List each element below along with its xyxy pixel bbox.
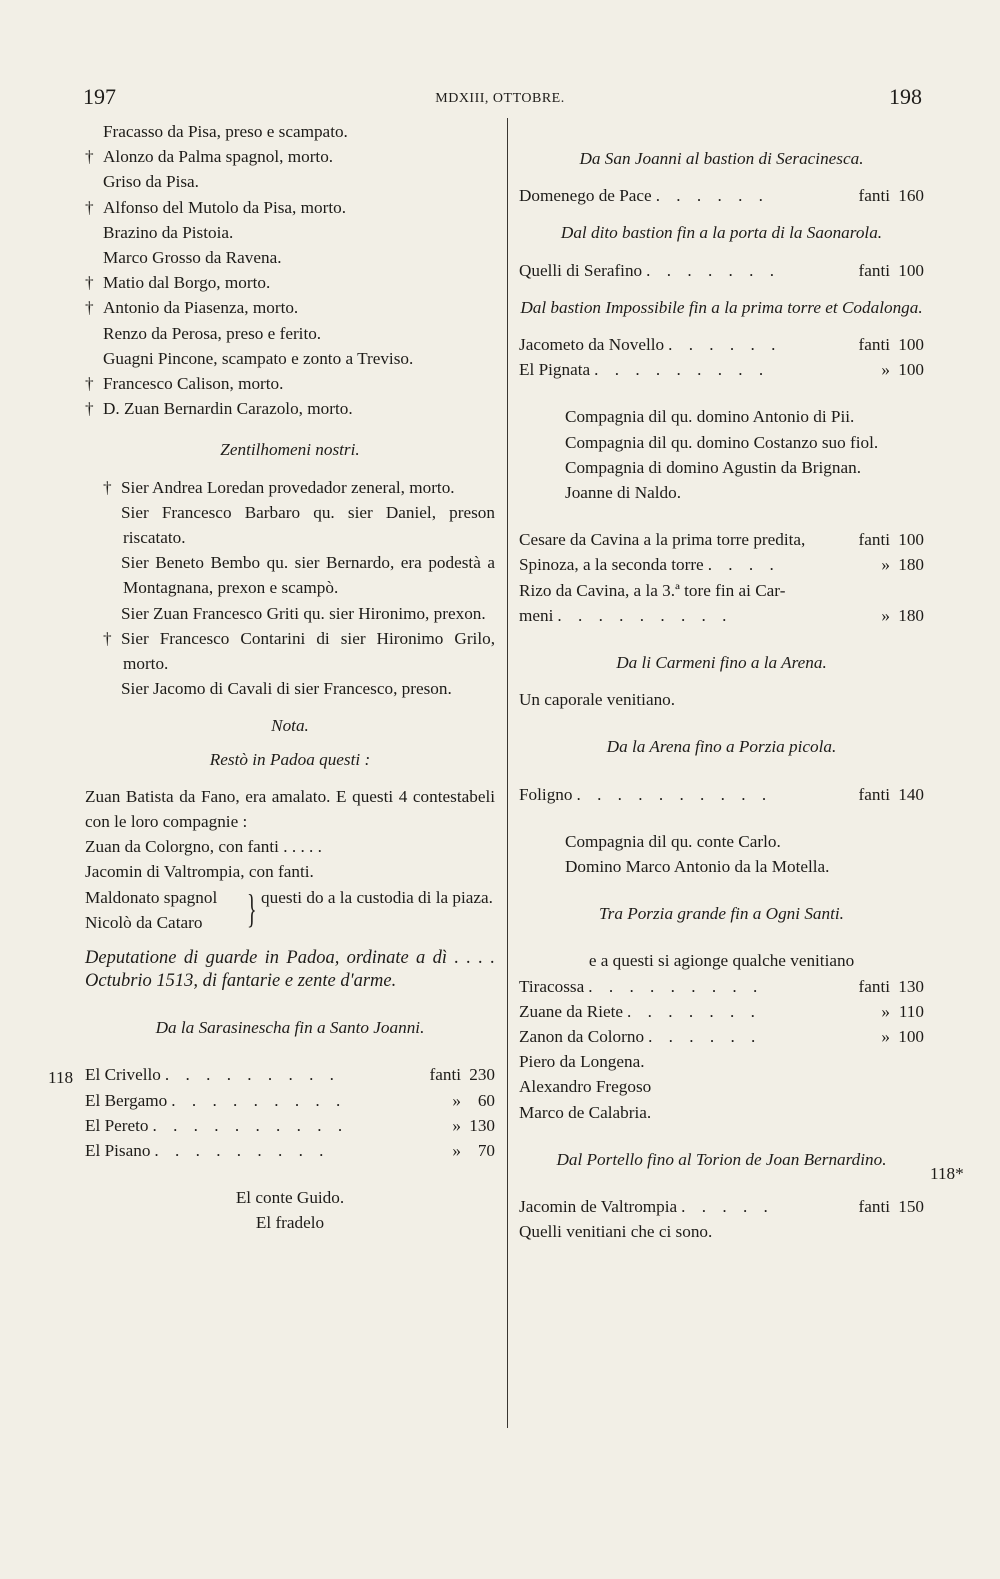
dagger-mark: † (103, 477, 112, 497)
dagger-mark: † (85, 197, 94, 217)
entry-text: Sier Zuan Francesco Griti qu. sier Hironimo, prexon. (121, 603, 486, 623)
nota-heading: Nota. (271, 716, 309, 736)
casualty-list (85, 119, 495, 421)
entry-list (519, 332, 924, 382)
section-heading: Dal dito bastion fin a la porta di la Saonarola. (560, 223, 883, 243)
resto-line: Zuan da Colorgno, con fanti . . . . . (85, 837, 322, 857)
deputatione-title: Deputatione di guarde in Padoa, ordinate a dì . . . . Octubrio 1513, di fantarie e zente d'arme. (85, 948, 495, 992)
resto-line: Jacomin di Valtrompia, con fanti. (85, 862, 314, 882)
brace-text: questi do a la custodia di la piaza. (261, 887, 493, 907)
roster-entry (519, 603, 924, 628)
roster-entry (519, 782, 924, 807)
entry-text: Sier Jacomo di Cavali di sier Francesco, preson. (121, 679, 452, 699)
roster-entry (519, 999, 924, 1024)
entry-dots: . . . . . . . . . (588, 976, 764, 996)
entry-text: Francesco Calison, morto. (103, 374, 284, 394)
entry-count: 180 (898, 555, 924, 575)
roster-entry (85, 1113, 495, 1138)
entry-list (519, 974, 924, 1050)
right-column (519, 119, 924, 1245)
entry-dots: . . . . . . (648, 1027, 762, 1047)
brace-group (85, 885, 495, 935)
entry-text: Griso da Pisa. (103, 172, 199, 192)
entry-unit: fanti (858, 784, 890, 804)
entry-unit: fanti (858, 335, 890, 355)
entry-list (519, 258, 924, 283)
entry-unit: » (881, 1027, 890, 1047)
brace-name: Nicolò da Cataro (85, 912, 203, 932)
entry-count: 110 (898, 1001, 924, 1021)
right-page-number: 198 (889, 84, 922, 109)
entry-dots: . . . . . . . . . . (152, 1115, 349, 1135)
entry-text: Renzo da Perosa, preso e ferito. (103, 323, 322, 343)
list-entry (85, 220, 495, 245)
list-entry (85, 245, 495, 270)
entry-count: 100 (898, 1027, 924, 1047)
left-page-number: 197 (83, 84, 116, 109)
left-margin-number: 118 (48, 1068, 74, 1087)
roster-entry (519, 258, 924, 283)
entry-text: Brazino da Pistoia. (103, 222, 234, 242)
entry-unit: fanti (858, 530, 890, 550)
compagnia-line: Domino Marco Antonio da la Motella. (565, 857, 830, 877)
entry-unit: » (881, 605, 890, 625)
entry-text: Sier Francesco Contarini di sier Hironimo Grilo, morto. (121, 628, 495, 674)
column-divider (507, 118, 508, 1428)
entry-name: Domenego de Pace (519, 186, 652, 206)
resto-heading: Restò in Padoa questi : (209, 749, 371, 769)
brace-names (85, 885, 243, 935)
dagger-mark: † (85, 298, 94, 318)
entry-unit: » (881, 1001, 890, 1021)
entry-dots: . . . . . . . . . (594, 360, 770, 380)
entry-count: 180 (898, 605, 924, 625)
name-line: Alexandro Fregoso (519, 1077, 652, 1097)
entry-dots: . . . . . . . (646, 260, 781, 280)
tail-line: El conte Guido. (235, 1188, 345, 1208)
entry-count: 130 (898, 976, 924, 996)
entry-list (519, 527, 924, 577)
text-line: e a questi si agionge qualche venitiano (588, 951, 855, 971)
name-line: Marco de Calabria. (519, 1102, 652, 1122)
entry-dots: . . . . (707, 555, 780, 575)
list-entry (85, 550, 495, 600)
compagnie-list (519, 829, 924, 879)
roster-entry (519, 552, 924, 577)
entry-unit: » (452, 1140, 461, 1160)
entry-name: El Pereto (85, 1115, 149, 1135)
entry-list (519, 1194, 924, 1219)
list-entry (85, 626, 495, 676)
resto-paragraph: Zuan Batista da Fano, era amalato. E questi 4 contestabeli con le loro compagnie : (85, 786, 495, 832)
roster-entry (85, 1062, 495, 1087)
entry-count: 70 (477, 1140, 495, 1160)
resto-text (85, 784, 495, 834)
entry-name: Jacometo da Novello (519, 335, 665, 355)
entry-text: Guagni Pincone, scampato e zonto a Treviso. (103, 348, 414, 368)
entry-text: Alfonso del Mutolo da Pisa, morto. (103, 197, 347, 217)
dagger-mark: † (85, 374, 94, 394)
list-entry (85, 119, 495, 144)
section-heading: Da la Arena fino a Porzia picola. (606, 737, 837, 757)
entry-unit: » (881, 360, 890, 380)
entry-unit: » (881, 555, 890, 575)
roster-entry (519, 357, 924, 382)
zentil-list (85, 475, 495, 702)
entry-list (519, 183, 924, 208)
zentil-heading: Zentilhomeni nostri. (220, 440, 360, 460)
roster-entry (519, 1024, 924, 1049)
compagnia-line: Compagnia dil qu. domino Costanzo suo fiol. (565, 432, 879, 452)
list-entry (85, 195, 495, 220)
names-list (519, 1049, 924, 1125)
brace-symbol: } (247, 885, 257, 931)
entry-text: Fracasso da Pisa, preso e scampato. (103, 122, 348, 141)
entry-dots: . . . . . . . . . (154, 1140, 330, 1160)
right-margin-number: 118* (930, 1164, 964, 1183)
entry-count: 160 (898, 186, 924, 206)
entry-unit: fanti (858, 260, 890, 280)
entry-name: El Crivello (85, 1065, 161, 1085)
list-entry (85, 169, 495, 194)
entry-name: Quelli di Serafino (519, 260, 643, 280)
entry-count: 150 (898, 1197, 924, 1217)
compagnia-line: Compagnia di domino Agustin da Brignan. (565, 457, 861, 477)
compagnia-line: Compagnia dil qu. conte Carlo. (565, 831, 781, 851)
list-entry (85, 676, 495, 701)
entry-dots: . . . . . . . . . (557, 605, 733, 625)
entry-name: Tiracossa (519, 976, 585, 996)
roster-entry (519, 1194, 924, 1219)
entry-count: 100 (898, 530, 924, 550)
entry-name: El Pisano (85, 1140, 151, 1160)
entry-count: 130 (469, 1115, 495, 1135)
entry-name: Zuane da Riete (519, 1001, 624, 1021)
list-entry (85, 500, 495, 550)
compagnia-line: Compagnia dil qu. domino Antonio di Pii. (565, 407, 855, 427)
list-entry (85, 475, 495, 500)
roster-entry (519, 183, 924, 208)
tail-line: El fradelo (255, 1213, 325, 1233)
section-heading: Dal Portello fino al Torion de Joan Bernardino. (556, 1149, 887, 1169)
rizo-line: Rizo da Cavina, a la 3.ª tore fin ai Car- (519, 580, 786, 600)
entry-text: Sier Francesco Barbaro qu. sier Daniel, preson riscatato. (121, 502, 495, 548)
entry-name: Spinoza, a la seconda torre (519, 555, 704, 575)
list-entry (85, 321, 495, 346)
list-entry (85, 601, 495, 626)
running-header: MDXIII, OTTOBRE. (435, 91, 565, 106)
entry-name: Cesare da Cavina a la prima torre predita, (519, 530, 806, 550)
entry-dots: . . . . . (681, 1197, 774, 1217)
left-column (85, 119, 495, 1236)
entry-text: Alonzo da Palma spagnol, morto. (103, 147, 334, 167)
list-entry (85, 295, 495, 320)
entry-unit: fanti (858, 186, 890, 206)
entry-dots: . . . . . . (668, 335, 782, 355)
entry-unit: » (452, 1115, 461, 1135)
sarasinescha-heading: Da la Sarasinescha fin a Santo Joanni. (155, 1018, 425, 1038)
section-heading: Da San Joanni al bastion di Seracinesca. (579, 149, 864, 168)
entry-unit: fanti (429, 1065, 461, 1085)
entry-count: 140 (898, 784, 924, 804)
sarasinescha-list (85, 1062, 495, 1163)
list-entry (85, 346, 495, 371)
text-line: Quelli venitiani che ci sono. (519, 1222, 713, 1242)
entry-dots: . . . . . . . . . . (576, 784, 773, 804)
dagger-mark: † (103, 628, 112, 648)
entry-name: Zanon da Colorno (519, 1027, 645, 1047)
entry-list (519, 782, 924, 807)
roster-entry (519, 527, 924, 552)
list-entry (85, 371, 495, 396)
resto-lines (85, 834, 495, 884)
text-line: Un caporale venitiano. (519, 690, 676, 710)
entry-count: 230 (469, 1065, 495, 1085)
dagger-mark: † (85, 273, 94, 293)
entry-text: Marco Grosso da Ravena. (103, 248, 282, 268)
compagnie-list (519, 404, 924, 505)
entry-text: Sier Andrea Loredan provedador zeneral, morto. (121, 477, 455, 497)
name-line: Piero da Longena. (519, 1052, 645, 1072)
section-heading: Dal bastion Impossibile fin a la prima torre et Codalonga. (520, 297, 923, 317)
entry-unit: » (452, 1090, 461, 1110)
list-entry (85, 396, 495, 421)
entry-name: meni (519, 605, 554, 625)
entry-dots: . . . . . . (655, 186, 769, 206)
entry-count: 100 (898, 260, 924, 280)
entry-text: Sier Beneto Bembo qu. sier Bernardo, era podestà a Montagnana, prexon e scampò. (121, 553, 495, 598)
list-entry (85, 144, 495, 169)
entry-dots: . . . . . . . . . (164, 1065, 340, 1085)
roster-entry (519, 974, 924, 999)
entry-count: 100 (898, 335, 924, 355)
section-heading: Tra Porzia grande fin a Ogni Santi. (599, 904, 844, 924)
entry-name: Jacomin de Valtrompia (519, 1197, 678, 1217)
entry-text: Matio dal Borgo, morto. (103, 273, 271, 293)
list-entry (85, 270, 495, 295)
roster-entry (519, 332, 924, 357)
entry-name: Foligno (519, 784, 573, 804)
section-heading: Da li Carmeni fino a la Arena. (616, 653, 827, 673)
entry-name: El Bergamo (85, 1090, 168, 1110)
entry-count: 60 (477, 1090, 495, 1110)
entry-dots: . . . . . . . (627, 1001, 761, 1021)
entry-name: El Pignata (519, 360, 591, 380)
entry-unit: fanti (858, 976, 890, 996)
roster-entry (85, 1138, 495, 1163)
dagger-mark: † (85, 147, 94, 167)
dagger-mark: † (85, 399, 94, 419)
entry-text: Antonio da Piasenza, morto. (103, 298, 299, 318)
entry-list (519, 603, 924, 628)
entry-unit: fanti (858, 1197, 890, 1217)
compagnia-line: Joanne di Naldo. (565, 483, 681, 503)
brace-name: Maldonato spagnol (85, 887, 218, 907)
roster-entry (85, 1088, 495, 1113)
entry-count: 100 (898, 360, 924, 380)
entry-text: D. Zuan Bernardin Carazolo, morto. (103, 399, 353, 419)
entry-dots: . . . . . . . . . (171, 1090, 347, 1110)
